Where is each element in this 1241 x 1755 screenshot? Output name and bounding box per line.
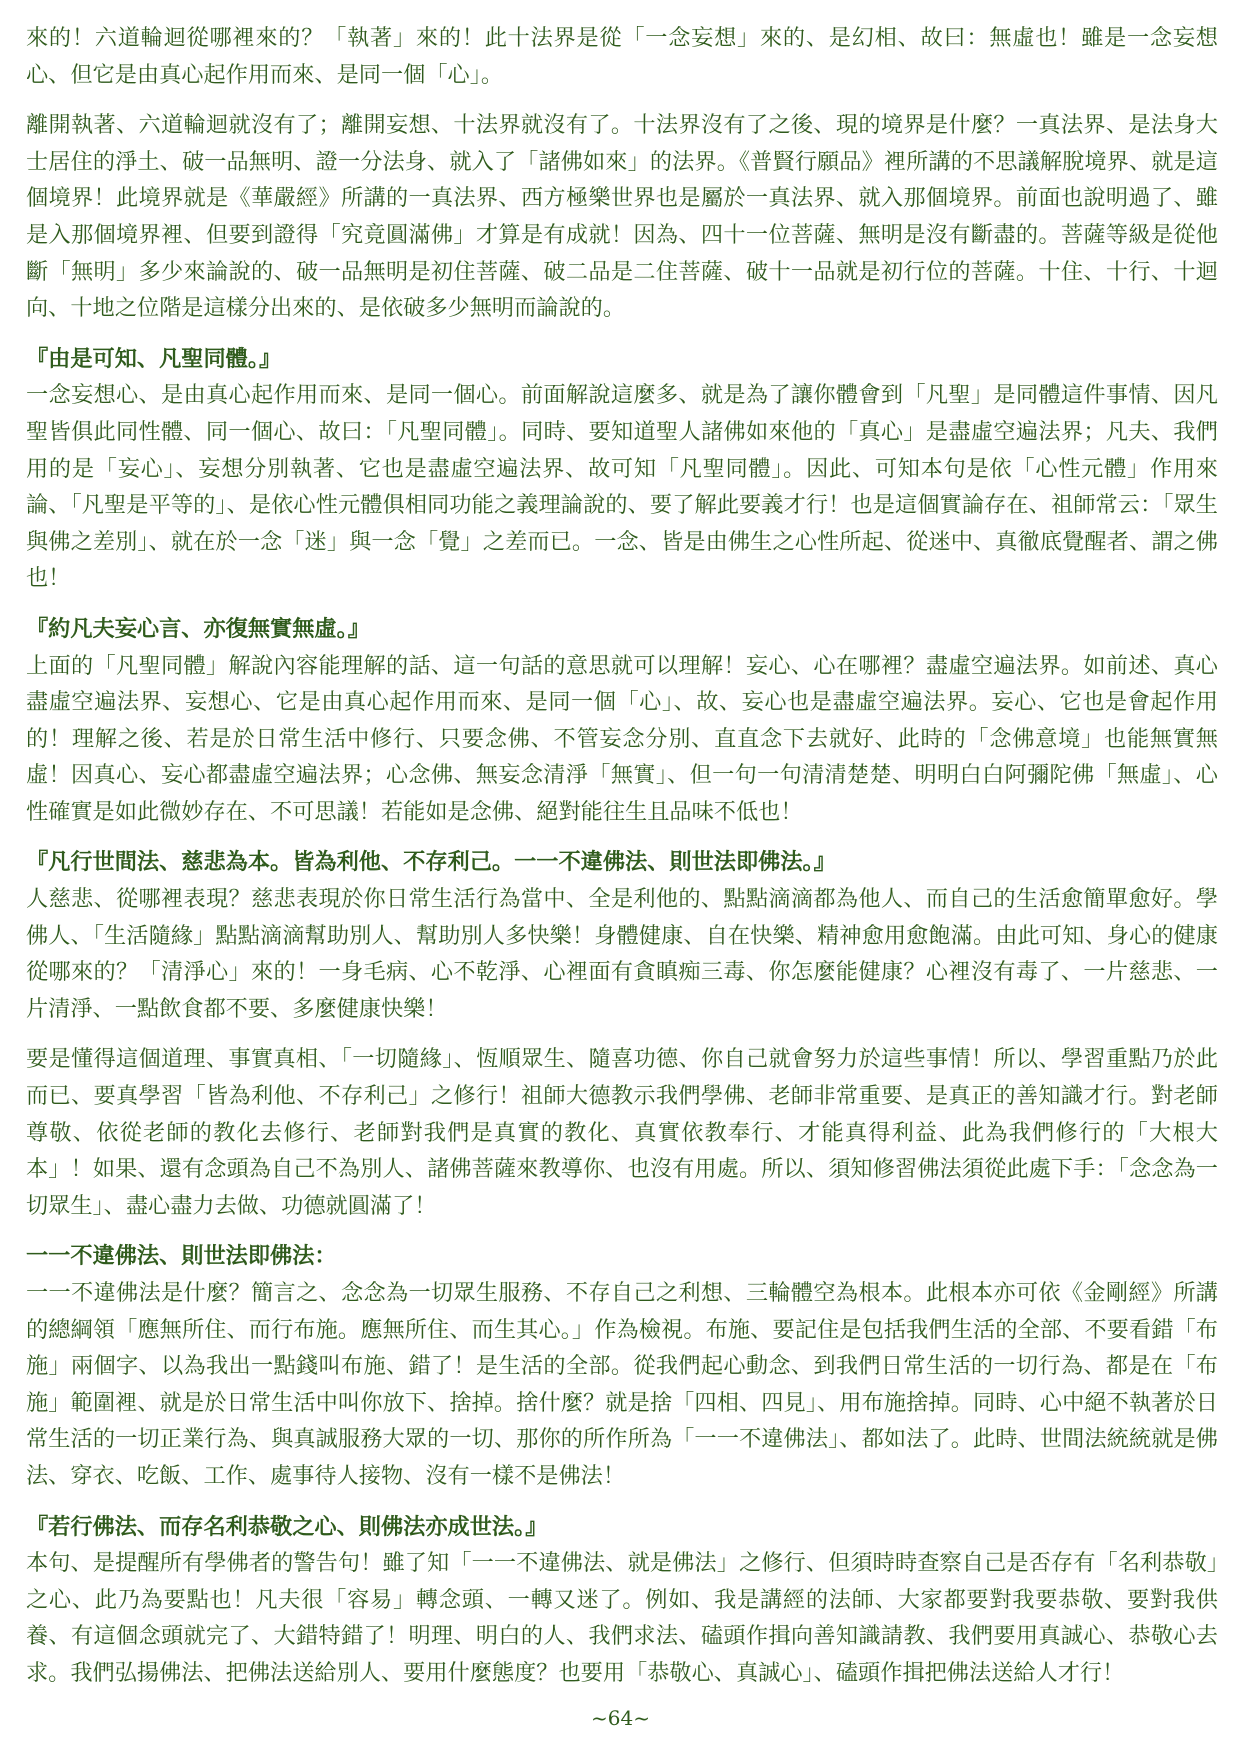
- paragraph: 離開執著、六道輪迴就沒有了；離開妄想、十法界就沒有了。十法界沒有了之後、現的境界是什麼？一真法界、是法身大士居住的淨土、破一品無明、證一分法身、就入了「諸佛如來」的法界。《普賢行願品》裡所講的不思議解脫境界、就是這個境界！此境界就是《華嚴經》所講的一真法界、西方極樂世界也是屬於一真法界、就入那個境界。前面也說明過了、雖是入那個境界裡、但要到證得「究竟圓滿佛」才算是有成就！因為、四十一位菩薩、無明是沒有斷盡的。菩薩等級是從他斷「無明」多少來論說的、破一品無明是初住菩薩、破二品是二住菩薩、破十一品就是初行位的菩薩。十住、十行、十迴向、十地之位階是這樣分出來的、是依破多少無明而論說的。: [26, 112, 1218, 322]
- paragraph: 一念妄想心、是由真心起作用而來、是同一個心。前面解說這麼多、就是為了讓你體會到「凡聖」是同體這件事情、因凡聖皆俱此同性體、同一個心、故曰：「凡聖同體」。同時、要知道聖人諸佛如來他的「真心」是盡虛空遍法界；凡夫、我們用的是「妄心」、妄想分別執著、它也是盡虛空遍法界、故可知「凡聖同體」。因此、可知本句是依「心性元體」作用來論、「凡聖是平等的」、是依心性元體俱相同功能之義理論說的、要了解此要義才行！也是這個實論存在、祖師常云：「眾生與佛之差別」、就在於一念「迷」與一念「覺」之差而已。一念、皆是由佛生之心性所起、從迷中、真徹底覺醒者、謂之佛也！: [26, 382, 1218, 592]
- section-heading: 『若行佛法、而存名利恭敬之心、則佛法亦成世法。』: [26, 1513, 548, 1540]
- section-heading: 『約凡夫妄心言、亦復無實無虛。』: [26, 615, 370, 642]
- paragraph: 一一不違佛法是什麼？簡言之、念念為一切眾生服務、不存自己之利想、三輪體空為根本。此根本亦可依《金剛經》所講的總綱領「應無所住、而行布施。應無所住、而生其心。」作為檢視。布施、要記住是包括我們生活的全部、不要看錯「布施」兩個字、以為我出一點錢叫布施、錯了！是生活的全部。從我們起心動念、到我們日常生活的一切行為、都是在「布施」範圍裡、就是於日常生活中叫你放下、捨掉。捨什麼？就是捨「四相、四見」、用布施捨掉。同時、心中絕不執著於日常生活的一切正業行為、與真誠服務大眾的一切、那你的所作所為「一一不違佛法」、都如法了。此時、世間法統統就是佛法、穿衣、吃飯、工作、處事待人接物、沒有一樣不是佛法！: [26, 1280, 1218, 1489]
- page-number: ~64~: [591, 1706, 650, 1730]
- paragraph: 本句、是提醒所有學佛者的警告句！雖了知「一一不違佛法、就是佛法」之修行、但須時時查察自己是否存有「名利恭敬」之心、此乃為要點也！凡夫很「容易」轉念頭、一轉又迷了。例如、我是講經的法師、大家都要對我要恭敬、要對我供養、有這個念頭就完了、大錯特錯了！明理、明白的人、我們求法、磕頭作揖向善知識請教、我們要用真誠心、恭敬心去求。我們弘揚佛法、把佛法送給別人、要用什麼態度？也要用「恭敬心、真誠心」、磕頭作揖把佛法送給人才行！: [26, 1550, 1218, 1686]
- paragraph: 人慈悲、從哪裡表現？慈悲表現於你日常生活行為當中、全是利他的、點點滴滴都為他人、而自己的生活愈簡單愈好。學佛人、「生活隨緣」點點滴滴幫助別人、幫助別人多快樂！身體健康、自在快樂、精神愈用愈飽滿。由此可知、身心的健康從哪來的？「清淨心」來的！一身毛病、心不乾淨、心裡面有貪瞋痴三毒、你怎麼能健康？心裡沒有毒了、一片慈悲、一片清淨、一點飲食都不要、多麼健康快樂！: [26, 886, 1218, 1022]
- paragraph: 來的！六道輪迴從哪裡來的？「執著」來的！此十法界是從「一念妄想」來的、是幻相、故曰：無虛也！雖是一念妄想心、但它是由真心起作用而來、是同一個「心」。: [26, 25, 1218, 88]
- paragraph: 要是懂得這個道理、事實真相、「一切隨緣」、恆順眾生、隨喜功德、你自己就會努力於這些事情！所以、學習重點乃於此而已、要真學習「皆為利他、不存利己」之修行！祖師大德教示我們學佛、老師非常重要、是真正的善知識才行。對老師尊敬、依從老師的教化去修行、老師對我們是真實的教化、真實依教奉行、才能真得利益、此為我們修行的「大根大本」！如果、還有念頭為自己不為別人、諸佛菩薩來教導你、也沒有用處。所以、須知修習佛法須從此處下手：「念念為一切眾生」、盡心盡力去做、功德就圓滿了！: [26, 1046, 1218, 1219]
- paragraph: 上面的「凡聖同體」解說內容能理解的話、這一句話的意思就可以理解！妄心、心在哪裡？盡虛空遍法界。如前述、真心盡虛空遍法界、妄想心、它是由真心起作用而來、是同一個「心」、故、妄心也是盡虛空遍法界。妄心、它也是會起作用的！理解之後、若是於日常生活中修行、只要念佛、不管妄念分別、直直念下去就好、此時的「念佛意境」也能無實無虛！因真心、妄心都盡虛空遍法界；心念佛、無妄念清淨「無實」、但一句一句清清楚楚、明明白白阿彌陀佛「無虛」、心性確實是如此微妙存在、不可思議！若能如是念佛、絕對能往生且品味不低也！: [26, 652, 1218, 825]
- section-heading: 『凡行世間法、慈悲為本。皆為利他、不存利己。一一不違佛法、則世法即佛法。』: [26, 849, 836, 876]
- section-heading: 『由是可知、凡聖同體。』: [26, 345, 282, 372]
- section-heading: 一一不違佛法、則世法即佛法：: [26, 1243, 337, 1270]
- document-body: [26, 20, 1218, 1692]
